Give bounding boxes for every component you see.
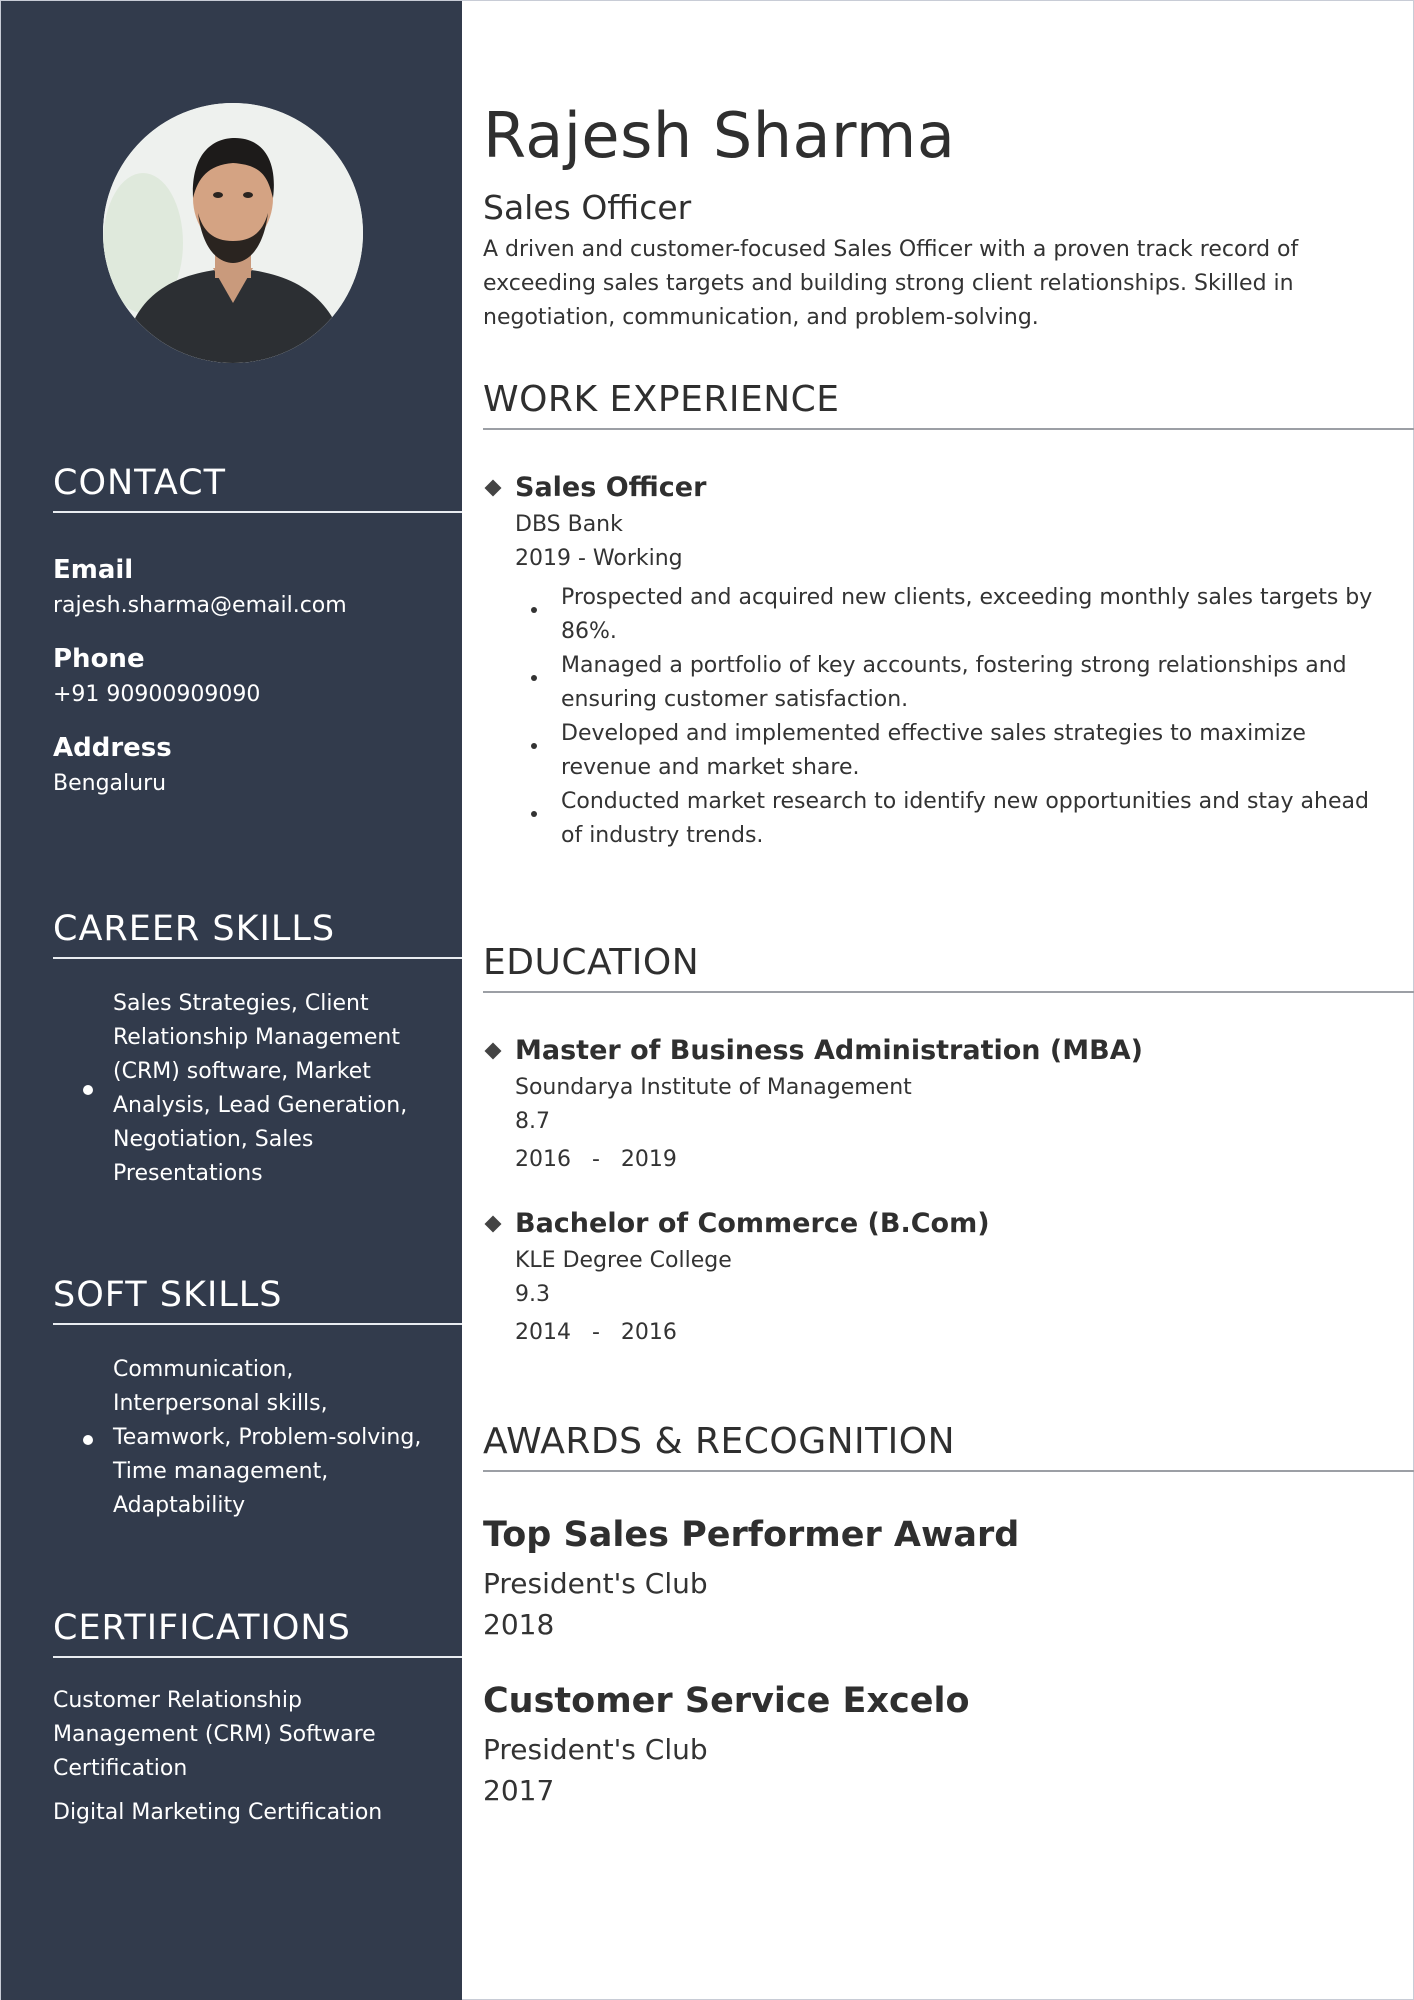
award-org: President's Club (483, 1733, 708, 1766)
address-value: Bengaluru (53, 771, 167, 796)
bullet-icon (531, 743, 537, 749)
job-bullet-text: Prospected and acquired new clients, exceeding monthly sales targets by 86%. (561, 585, 1373, 644)
award-title: Top Sales Performer Award (483, 1515, 1020, 1555)
job-bullet (531, 649, 1381, 717)
job-bullet-text: Managed a portfolio of key accounts, fostering strong relationships and ensuring customer satisfaction. (561, 653, 1347, 712)
email-value[interactable]: rajesh.sharma@email.com (53, 593, 347, 618)
candidate-name: Rajesh Sharma (483, 99, 956, 172)
contact-heading: CONTACT (53, 463, 462, 513)
candidate-title: Sales Officer (483, 188, 692, 227)
award-year: 2017 (483, 1774, 555, 1807)
award-title: Customer Service Excelo (483, 1681, 970, 1721)
address-label: Address (53, 733, 172, 763)
career-skills-text: Sales Strategies, Client Relationship Management (CRM) software, Market Analysis, Lead Generation, Negotiation, Sales Presentations (113, 991, 408, 1186)
job-bullet (531, 717, 1381, 785)
job-role: Sales Officer (515, 472, 707, 503)
education-heading: EDUCATION (483, 942, 1414, 993)
certifications-heading: CERTIFICATIONS (53, 1608, 462, 1658)
person-portrait-icon (103, 103, 363, 363)
job-period: 2019 - Working (515, 546, 683, 571)
degree-title: Bachelor of Commerce (B.Com) (515, 1208, 990, 1239)
job-bullet-text: Conducted market research to identify new opportunities and stay ahead of industry trends. (561, 789, 1369, 848)
soft-skills-heading: SOFT SKILLS (53, 1275, 462, 1325)
school-name: Soundarya Institute of Management (515, 1075, 912, 1100)
certification-item: Digital Marketing Certification (53, 1800, 383, 1825)
soft-skills-text: Communication, Interpersonal skills, Teamwork, Problem-solving, Time management, Adaptability (113, 1357, 422, 1518)
diamond-bullet-icon (485, 1043, 502, 1060)
email-label: Email (53, 555, 134, 585)
education-score: 9.3 (515, 1282, 550, 1307)
sidebar (1, 1, 462, 2000)
education-period: 2014 - 2016 (515, 1320, 677, 1345)
certification-item: Customer Relationship Management (CRM) Software Certification (53, 1688, 376, 1781)
soft-skills-section (53, 1275, 462, 1518)
job-bullet-text: Developed and implemented effective sales strategies to maximize revenue and market share. (561, 721, 1306, 780)
degree-title: Master of Business Administration (MBA) (515, 1035, 1143, 1066)
work-experience-heading: WORK EXPERIENCE (483, 379, 1414, 430)
award-year: 2018 (483, 1608, 555, 1641)
bullet-icon (531, 675, 537, 681)
bullet-icon (531, 607, 537, 613)
career-skills-section (53, 909, 462, 1186)
profile-photo (103, 103, 363, 363)
certifications-section (53, 1608, 462, 1830)
job-bullet (531, 785, 1381, 853)
award-org: President's Club (483, 1567, 708, 1600)
job-bullet (531, 581, 1381, 649)
diamond-bullet-icon (485, 1216, 502, 1233)
school-name: KLE Degree College (515, 1248, 732, 1273)
education-score: 8.7 (515, 1109, 550, 1134)
bullet-icon (83, 1435, 93, 1445)
profile-summary: A driven and customer-focused Sales Officer with a proven track record of exceeding sales targets and building strong client relationships. Skilled in negotiation, communication, and problem-solving. (483, 237, 1299, 330)
awards-heading: AWARDS & RECOGNITION (483, 1421, 1414, 1472)
bullet-icon (531, 811, 537, 817)
job-bullets (531, 581, 1381, 853)
phone-label: Phone (53, 644, 145, 674)
career-skills-heading: CAREER SKILLS (53, 909, 462, 959)
diamond-bullet-icon (485, 480, 502, 497)
bullet-icon (83, 1085, 93, 1095)
education-period: 2016 - 2019 (515, 1147, 677, 1172)
main-content (483, 1, 1414, 2000)
contact-section (53, 463, 462, 796)
phone-value[interactable]: +91 90900909090 (53, 682, 261, 707)
job-company: DBS Bank (515, 512, 623, 537)
